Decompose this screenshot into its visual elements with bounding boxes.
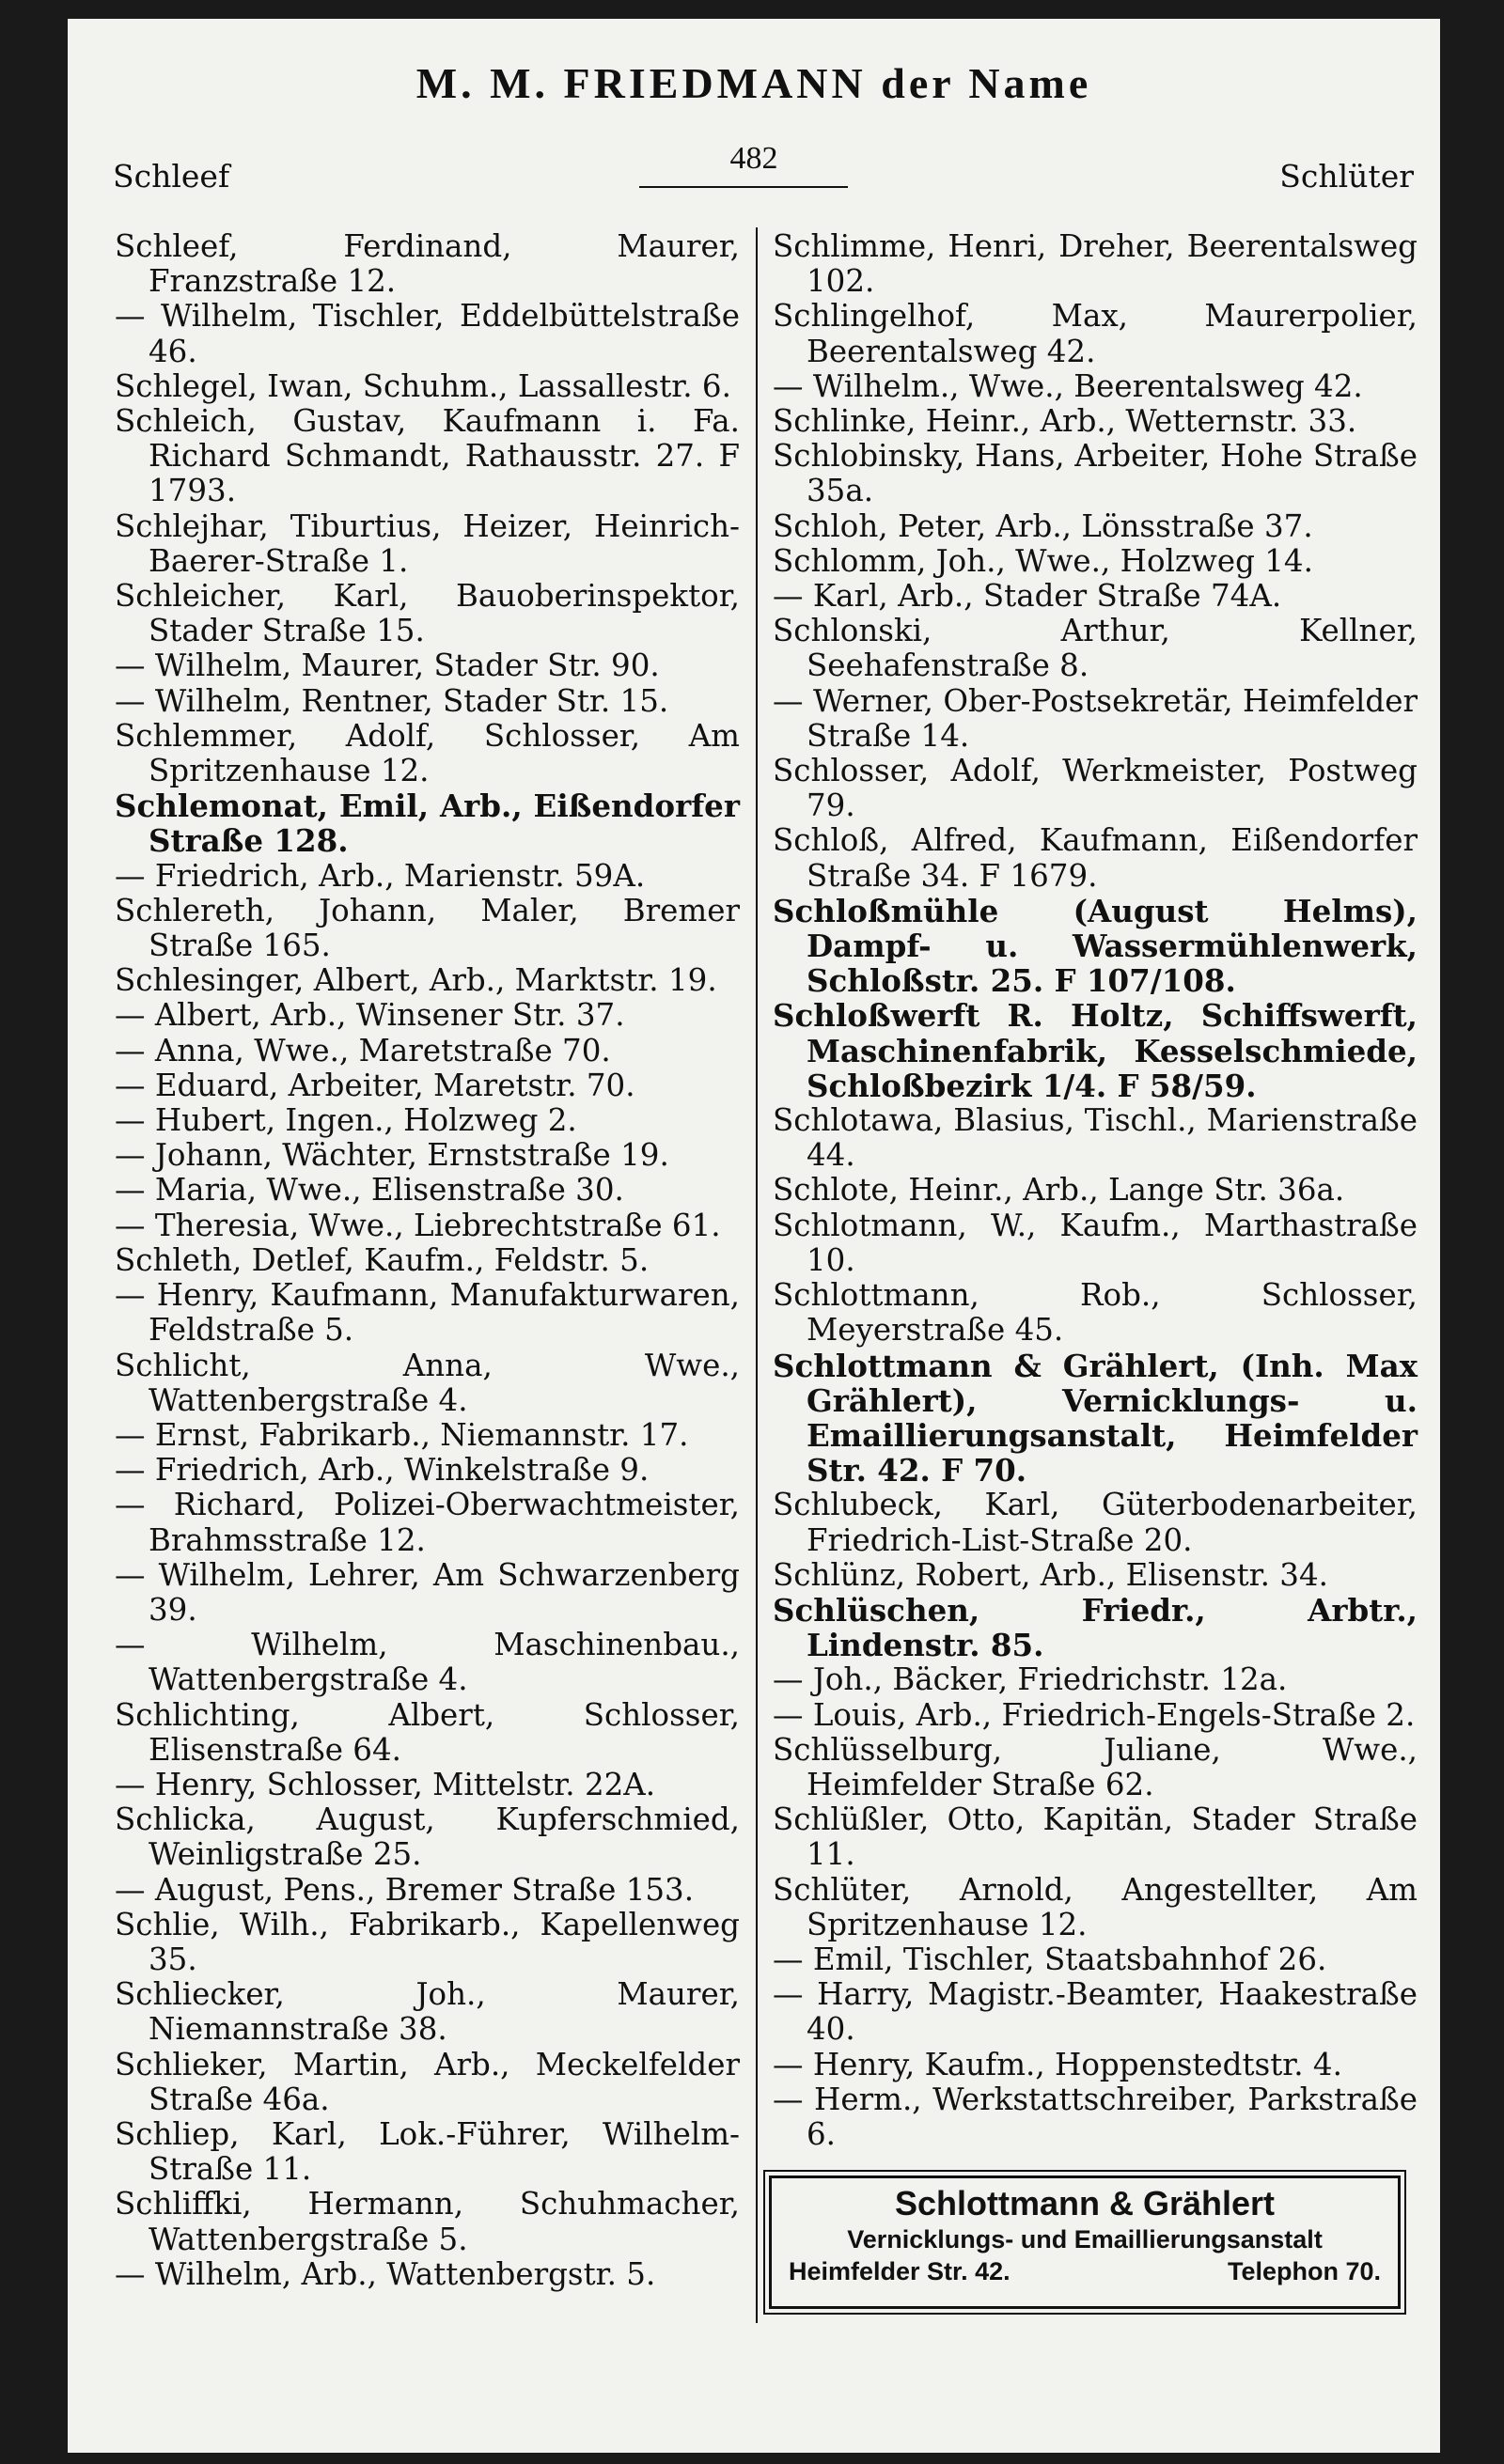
directory-entry: — Henry, Schlosser, Mittelstr. 22A. (115, 1766, 656, 1802)
directory-entry: Schlottmann & Grählert, (Inh. Max Grählert), Vernicklungs- u. Emaillierungsanstalt, Heimfelder Str. 42. F 70. (773, 1347, 1418, 1489)
directory-entry: Schlingelhof, Max, Maurerpolier, Beerentalsweg 42. (773, 298, 1418, 369)
directory-entry: Schlottmann, Rob., Schlosser, Meyerstraße 45. (773, 1277, 1418, 1349)
directory-entry: Schlüßler, Otto, Kapitän, Stader Straße 11. (773, 1801, 1418, 1873)
directory-page (68, 19, 1440, 2453)
advertisement-box (769, 2175, 1401, 2309)
page-number: 482 (729, 141, 778, 176)
directory-entry: Schlubeck, Karl, Güterbodenarbeiter, Friedrich-List-Straße 20. (773, 1487, 1418, 1558)
directory-entry: Schlobinsky, Hans, Arbeiter, Hohe Straße 35a. (773, 438, 1418, 509)
directory-entry: Schlinke, Heinr., Arb., Wetternstr. 33. (773, 403, 1357, 440)
directory-entry: — Henry, Kaufmann, Manufakturwaren, Feldstraße 5. (115, 1277, 740, 1349)
directory-entry: — Friedrich, Arb., Winkelstraße 9. (115, 1452, 650, 1489)
directory-entry: — Friedrich, Arb., Marienstr. 59A. (115, 857, 646, 894)
advertisement-phone: Telephon 70. (1227, 2257, 1381, 2285)
directory-entry: Schlejhar, Tiburtius, Heizer, Heinrich-Baerer-Straße 1. (115, 507, 740, 579)
directory-entry: Schlesinger, Albert, Arb., Marktstr. 19. (115, 962, 717, 999)
directory-entry: Schleth, Detlef, Kaufm., Feldstr. 5. (115, 1241, 650, 1278)
directory-entry: — Eduard, Arbeiter, Maretstr. 70. (115, 1067, 635, 1103)
directory-entry: — Johann, Wächter, Ernststraße 19. (115, 1137, 669, 1174)
directory-entry: Schlünz, Robert, Arb., Elisenstr. 34. (773, 1556, 1328, 1593)
directory-entry: Schlicht, Anna, Wwe., Wattenbergstraße 4. (115, 1347, 740, 1418)
directory-entry: — Richard, Polizei-Oberwachtmeister, Brahmsstraße 12. (115, 1487, 740, 1558)
directory-entry: — Wilhelm, Rentner, Stader Str. 15. (115, 682, 669, 719)
directory-entry: Schlimme, Henri, Dreher, Beerentalsweg 102. (773, 228, 1418, 300)
directory-entry: Schlicka, August, Kupferschmied, Weinligstraße 25. (115, 1801, 740, 1873)
directory-entry: Schleich, Gustav, Kaufmann i. Fa. Richard Schmandt, Rathausstr. 27. F 1793. (115, 403, 740, 509)
directory-entry: — Henry, Kaufm., Hoppenstedtstr. 4. (773, 2046, 1342, 2082)
directory-entry: — Louis, Arb., Friedrich-Engels-Straße 2. (773, 1696, 1416, 1733)
directory-entry: Schlomm, Joh., Wwe., Holzweg 14. (773, 542, 1313, 579)
directory-entry: Schlotmann, W., Kaufm., Marthastraße 10. (773, 1207, 1418, 1278)
directory-entry: Schleicher, Karl, Bauoberinspektor, Stader Straße 15. (115, 578, 740, 649)
directory-entry: — Albert, Arb., Winsener Str. 37. (115, 997, 625, 1034)
directory-entry: — Wilhelm, Maurer, Stader Str. 90. (115, 647, 660, 684)
directory-entry: — Joh., Bäcker, Friedrichstr. 12a. (773, 1661, 1288, 1698)
directory-entry: — Wilhelm., Wwe., Beerentalsweg 42. (773, 367, 1363, 404)
directory-entry: Schlichting, Albert, Schlosser, Elisenstraße 64. (115, 1696, 740, 1768)
column-divider (756, 227, 758, 2323)
directory-entry: Schlüsselburg, Juliane, Wwe., Heimfelder Straße 62. (773, 1731, 1418, 1802)
running-head-left: Schleef (113, 158, 230, 195)
directory-entry: Schlieker, Martin, Arb., Meckelfelder Straße 46a. (115, 2046, 740, 2117)
directory-entry: Schloh, Peter, Arb., Lönsstraße 37. (773, 507, 1313, 544)
directory-entry: Schlüschen, Friedr., Arbtr., Lindenstr. 85. (773, 1591, 1418, 1664)
directory-entry: — Ernst, Fabrikarb., Niemannstr. 17. (115, 1416, 689, 1453)
directory-entry: Schlote, Heinr., Arb., Lange Str. 36a. (773, 1172, 1345, 1209)
page-number-rule (639, 186, 848, 188)
directory-entry: — Wilhelm, Arb., Wattenbergstr. 5. (115, 2255, 656, 2292)
directory-entry: — Hubert, Ingen., Holzweg 2. (115, 1102, 577, 1139)
directory-entry: — Herm., Werkstattschreiber, Parkstraße 6. (773, 2081, 1418, 2152)
directory-entry: — Werner, Ober-Postsekretär, Heimfelder Straße 14. (773, 682, 1418, 754)
directory-entry: — Theresia, Wwe., Liebrechtstraße 61. (115, 1207, 721, 1243)
directory-entry: Schliffki, Hermann, Schuhmacher, Wattenbergstraße 5. (115, 2186, 740, 2257)
directory-entry: Schlemonat, Emil, Arb., Eißendorfer Straße 128. (115, 788, 740, 860)
advertisement-line: Vernicklungs- und Emaillierungsanstalt (847, 2225, 1323, 2253)
directory-entry: Schlemmer, Adolf, Schlosser, Am Spritzenhause 12. (115, 717, 740, 789)
directory-entry: — August, Pens., Bremer Straße 153. (115, 1871, 695, 1908)
page-header-title: M. M. FRIEDMANN der Name (415, 59, 1092, 107)
directory-entry: — Wilhelm, Maschinenbau., Wattenbergstraße 4. (115, 1627, 740, 1698)
directory-entry: — Maria, Wwe., Elisenstraße 30. (115, 1172, 624, 1209)
directory-entry: — Wilhelm, Tischler, Eddelbüttelstraße 46. (115, 298, 740, 369)
directory-entry: Schlüter, Arnold, Angestellter, Am Spritzenhause 12. (773, 1871, 1418, 1942)
directory-entry: — Wilhelm, Lehrer, Am Schwarzenberg 39. (115, 1556, 740, 1628)
directory-entry: Schliecker, Joh., Maurer, Niemannstraße 38. (115, 1976, 740, 2048)
directory-entry: — Harry, Magistr.-Beamter, Haakestraße 40. (773, 1976, 1418, 2048)
directory-entry: Schlonski, Arthur, Kellner, Seehafenstraße 8. (773, 613, 1418, 684)
directory-entry: Schleef, Ferdinand, Maurer, Franzstraße 12. (115, 228, 740, 300)
directory-entry: Schloßmühle (August Helms), Dampf- u. Wassermühlenwerk, Schloßstr. 25. F 107/108. (773, 892, 1418, 1000)
left-column (115, 229, 740, 2292)
advertisement-name: Schlottmann & Grählert (894, 2184, 1276, 2222)
directory-entry: Schlereth, Johann, Maler, Bremer Straße 165. (115, 892, 740, 964)
running-head-right: Schlüter (1279, 158, 1414, 195)
directory-entry: Schloßwerft R. Holtz, Schiffswerft, Maschinenfabrik, Kesselschmiede, Schloßbezirk 1/4. F 58/59. (773, 997, 1418, 1104)
directory-entry: Schlosser, Adolf, Werkmeister, Postweg 79. (773, 753, 1418, 824)
directory-entry: — Karl, Arb., Stader Straße 74A. (773, 578, 1282, 615)
directory-entry: Schlegel, Iwan, Schuhm., Lassallestr. 6. (115, 367, 731, 404)
directory-entry: — Anna, Wwe., Maretstraße 70. (115, 1032, 611, 1068)
right-column (773, 229, 1418, 2152)
directory-entry: — Emil, Tischler, Staatsbahnhof 26. (773, 1941, 1327, 1977)
advertisement-address: Heimfelder Str. 42. (789, 2257, 1010, 2285)
directory-entry: Schlie, Wilh., Fabrikarb., Kapellenweg 35. (115, 1906, 740, 1977)
directory-entry: Schlotawa, Blasius, Tischl., Marienstraße 44. (773, 1102, 1418, 1174)
directory-entry: Schloß, Alfred, Kaufmann, Eißendorfer Straße 34. F 1679. (773, 822, 1418, 894)
directory-entry: Schliep, Karl, Lok.-Führer, Wilhelm-Straße 11. (115, 2115, 740, 2188)
advertisement-contact-row (772, 2255, 1398, 2287)
